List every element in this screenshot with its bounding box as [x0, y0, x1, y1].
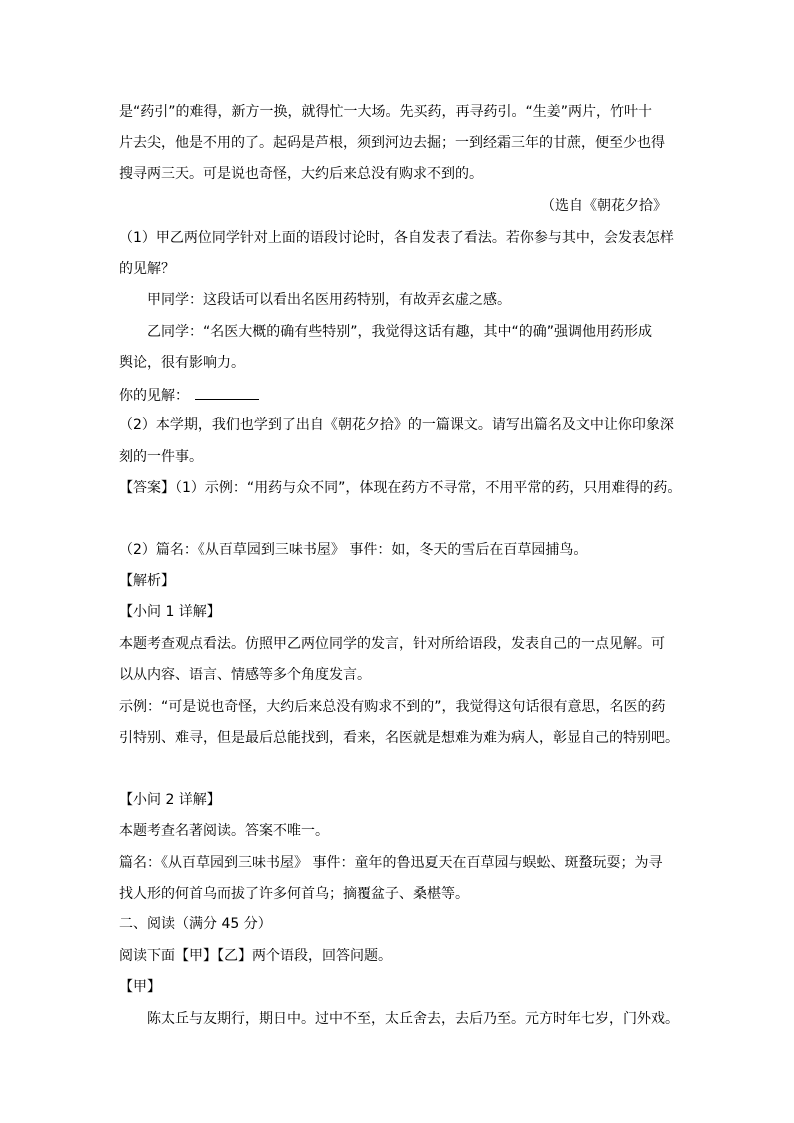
- your-view-label: 你的见解：: [119, 388, 189, 404]
- student-b-opinion: 乙同学：“名医大概的确有些特别”，我觉得这话有趣，其中“的确”强调他用药形成: [147, 324, 653, 340]
- student-a-opinion: 甲同学：这段话可以看出名医用药特别，有故弄玄虚之感。: [147, 292, 511, 308]
- passage-line: 陈太丘与友期行，期日中。过中不至，太丘舍去，去后乃至。元方时年七岁，门外戏。: [147, 1011, 679, 1027]
- analysis-line: 篇名：《从百草园到三味书屋》 事件：童年的鲁迅夏天在百草园与蜈蚣、斑蝥玩耍；为寻: [119, 855, 663, 871]
- reading-instruction: 阅读下面【甲】【乙】两个语段，回答问题。: [119, 948, 392, 964]
- question-2-line: （2）本学期，我们也学到了出自《朝花夕拾》的一篇课文。请写出篇名及文中让你印象深: [119, 417, 674, 433]
- question-1-line: 的见解？: [119, 261, 175, 277]
- student-b-opinion: 舆论，很有影响力。: [119, 355, 245, 371]
- paragraph-line: 是“药引”的难得，新方一换，就得忙一大场。先买药，再寻药引。“生姜”两片，竹叶十: [119, 104, 653, 120]
- question-1-line: （1）甲乙两位同学针对上面的语段讨论时，各自发表了看法。若你参与其中，会发表怎样: [119, 230, 674, 246]
- analysis-line: 找人形的何首乌而拔了许多何首乌；摘覆盆子、桑椹等。: [119, 886, 469, 902]
- question-2-line: 刻的一件事。: [119, 449, 203, 465]
- passage-label: 【甲】: [119, 979, 161, 995]
- paragraph-line: 片去尖，他是不用的了。起码是芦根，须到河边去掘；一到经霜三年的甘蔗，便至少也得: [119, 135, 665, 151]
- answer-line: 【答案】（1）示例：“用药与众不同”，体现在药方不寻常，不用平常的药，只用难得的药。: [119, 480, 682, 496]
- example-line: 引特别、难寻，但是最后总能找到，看来，名医就是想难为难为病人，彰显自己的特别吧。: [119, 730, 679, 746]
- analysis-heading: 【解析】: [119, 573, 175, 589]
- answer-line: （2）篇名：《从百草园到三味书屋》 事件：如，冬天的雪后在百草园捕鸟。: [119, 542, 588, 558]
- answer-blank: [195, 385, 259, 400]
- analysis-line: 本题考查观点看法。仿照甲乙两位同学的发言，针对所给语段，发表自己的一点见解。可: [119, 636, 665, 652]
- section-heading: 二、阅读（满分 45 分）: [119, 916, 272, 932]
- example-line: 示例：“可是说也奇怪，大约后来总没有购求不到的”，我觉得这句话很有意思，名医的药: [119, 699, 666, 715]
- analysis-line: 以从内容、语言、情感等多个角度发言。: [119, 667, 371, 683]
- sub-question-2-heading: 【小问 2 详解】: [119, 792, 221, 808]
- source-citation: （选自《朝花夕拾》: [541, 198, 667, 214]
- sub-question-1-heading: 【小问 1 详解】: [119, 604, 221, 620]
- your-view-line: [119, 385, 259, 405]
- analysis-line: 本题考查名著阅读。答案不唯一。: [119, 823, 329, 839]
- paragraph-line: 搜寻两三天。可是说也奇怪，大约后来总没有购求不到的。: [119, 166, 483, 182]
